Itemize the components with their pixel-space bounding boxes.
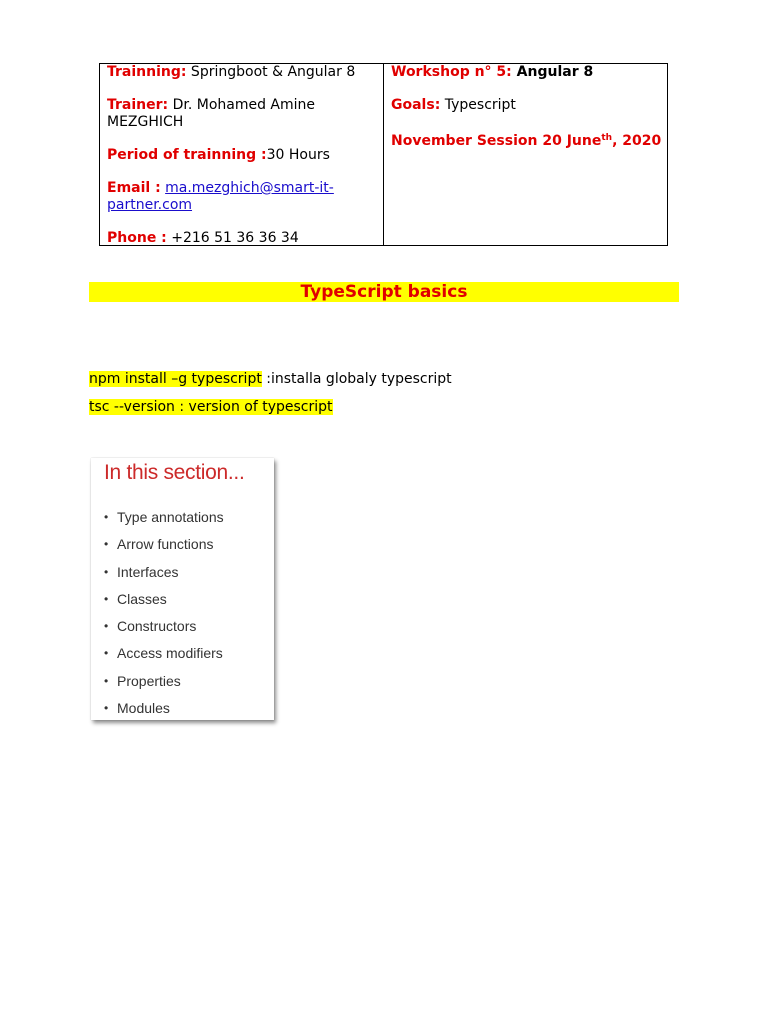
list-item: • Classes xyxy=(104,590,167,607)
session-sup: th xyxy=(601,133,613,143)
section-overview-image xyxy=(91,458,274,720)
period-row xyxy=(107,147,379,164)
trainer-row xyxy=(107,97,379,114)
trainer-label: Trainer: xyxy=(107,97,169,113)
session-text: November Session 20 June xyxy=(391,133,602,149)
command-line-tsc xyxy=(89,398,333,416)
phone-row xyxy=(107,230,379,247)
list-item: • Type annotations xyxy=(104,509,224,525)
trainer-value-line1: Dr. Mohamed Amine xyxy=(168,97,316,113)
session-year: , 2020 xyxy=(612,133,662,149)
command-line-npm xyxy=(89,370,452,388)
list-item: • Properties xyxy=(104,672,181,689)
trainer-row-cont xyxy=(107,114,379,131)
training-label: Trainning: xyxy=(107,64,187,80)
phone-label: Phone : xyxy=(107,230,167,246)
bullet-icon: • xyxy=(104,591,109,606)
page-title: TypeScript basics xyxy=(89,282,679,302)
command-desc: :installa globaly typescript xyxy=(261,371,452,387)
list-item: • Constructors xyxy=(104,618,197,635)
bullet-icon: • xyxy=(104,564,109,579)
bullet-icon: • xyxy=(104,619,109,634)
bullet-icon: • xyxy=(104,701,109,716)
training-value: Springboot & Angular 8 xyxy=(186,64,356,80)
period-value: 30 Hours xyxy=(266,147,330,163)
session-row xyxy=(391,130,663,150)
goals-row xyxy=(391,97,663,114)
list-item: • Interfaces xyxy=(104,563,179,580)
command-code: npm install –g typescript xyxy=(89,371,262,387)
header-left-column xyxy=(100,64,384,245)
email-link-line1[interactable]: ma.mezghich@smart-it- xyxy=(165,180,334,196)
phone-value: +216 51 36 36 34 xyxy=(166,230,299,246)
training-row xyxy=(107,64,379,81)
goals-value: Typescript xyxy=(440,97,516,113)
list-item: • Modules xyxy=(104,700,170,717)
trainer-value-line2: MEZGHICH xyxy=(107,114,184,130)
header-right-column xyxy=(384,64,667,245)
bullet-icon: • xyxy=(104,510,109,524)
command-code: tsc --version : version of typescript xyxy=(89,399,333,415)
header-info-table xyxy=(99,63,668,246)
email-link-line2[interactable]: partner.com xyxy=(107,197,193,213)
email-label: Email : xyxy=(107,180,161,196)
workshop-label: Workshop n° 5: xyxy=(391,64,512,80)
list-item: • Access modifiers xyxy=(104,645,223,662)
email-row-cont xyxy=(107,197,379,214)
list-item: • Arrow functions xyxy=(104,536,214,553)
workshop-row xyxy=(391,64,663,81)
bullet-icon: • xyxy=(104,646,109,661)
section-title: In this section... xyxy=(104,461,245,484)
bullet-icon: • xyxy=(104,673,109,688)
email-row xyxy=(107,180,379,197)
section-topic-list xyxy=(104,508,224,726)
bullet-icon: • xyxy=(104,537,109,552)
goals-label: Goals: xyxy=(391,97,441,113)
period-label: Period of trainning : xyxy=(107,147,267,163)
workshop-value: Angular 8 xyxy=(511,64,594,80)
